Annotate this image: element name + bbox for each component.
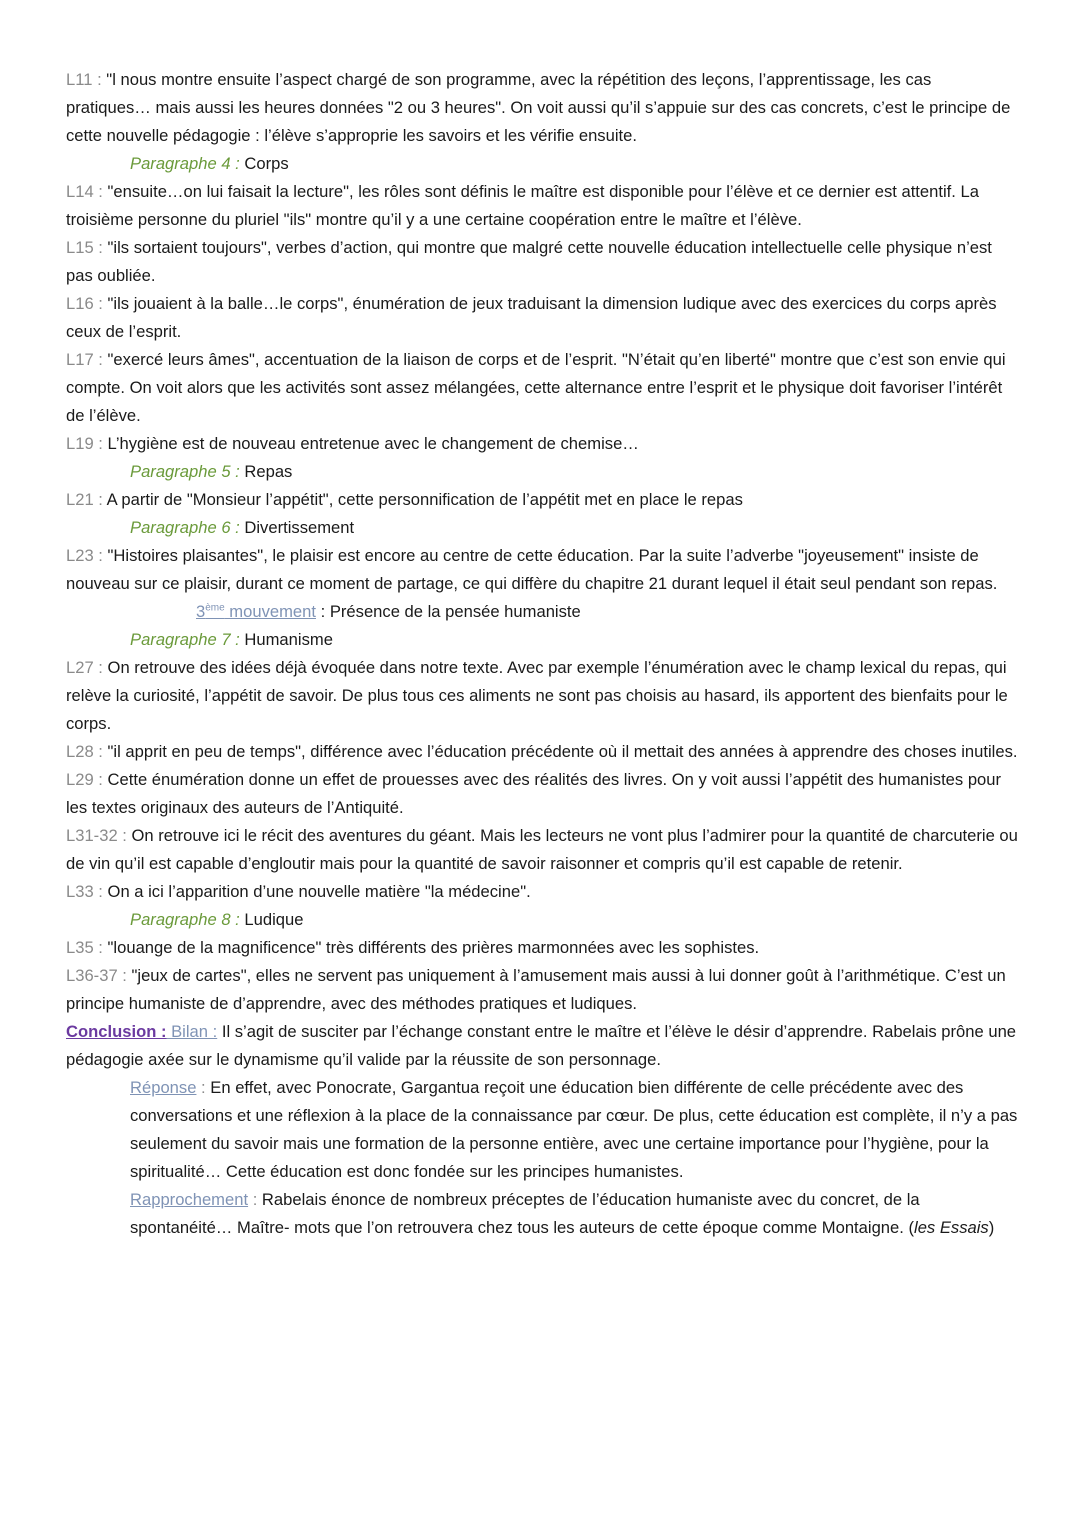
line-text: On retrouve des idées déjà évoquée dans notre texte. Avec par exemple l’énumération avec le champ lexical du repas, qui relève la curiosité, l’appétit de savoir. De plus tous ces aliments ne sont pas choisis au hasard, ils apportent des bienfaits pour le corps. (66, 658, 1008, 733)
reponse-label: Réponse (130, 1078, 197, 1097)
section-heading-paragraph-8 (66, 906, 1020, 934)
paragraph-l16 (66, 290, 1020, 346)
line-ref: L27 : (66, 658, 103, 677)
line-text: A partir de "Monsieur l’appétit", cette personnification de l’appétit met en place le repas (102, 490, 743, 509)
line-ref: L31-32 : (66, 826, 127, 845)
bilan-text: Il s’agit de susciter par l’échange constant entre le maître et l’élève le désir d’apprendre. Rabelais prône une pédagogie axée sur le dynamisme qu’il valide par la réussite de son personnage. (66, 1022, 1017, 1069)
movement-number (196, 602, 225, 621)
movement-word: mouvement (224, 602, 316, 621)
section-title: Ludique (239, 910, 304, 929)
section-heading-paragraph-5 (66, 458, 1020, 486)
section-label: Paragraphe 7 : (130, 630, 240, 649)
paragraph-l35 (66, 934, 1020, 962)
rapprochement-colon: : (248, 1190, 258, 1209)
line-text: On retrouve ici le récit des aventures du géant. Mais les lecteurs ne vont plus l’admirer pour la quantité de charcuterie ou de vin qu’il est capable d’engloutir mais pour la quantité de savoir raisonner et compris qu’il est capable de retenir. (66, 826, 1018, 873)
section-heading-paragraph-4 (66, 150, 1020, 178)
paragraph-l19 (66, 430, 1020, 458)
line-text: "jeux de cartes", elles ne servent pas uniquement à l’amusement mais aussi à lui donner goût à l’arithmétique. C’est un principe humaniste de d’apprendre, avec des méthodes pratiques et ludiques. (66, 966, 1006, 1013)
conclusion-label: Conclusion : (66, 1022, 167, 1041)
line-ref: L16 : (66, 294, 103, 313)
reponse-text: En effet, avec Ponocrate, Gargantua reçoit une éducation bien différente de celle précédente avec des conversations et une réflexion à la place de la connaissance par cœur. De plus, cette éducation est complète, il n’y a pas seulement du savoir mais une formation de la personne entière, avec une certaine importance pour l’hygiène, pour la spiritualité… Cette éducation est donc fondée sur les principes humanistes. (130, 1078, 1018, 1181)
line-text: On a ici l’apparition d’une nouvelle matière "la médecine". (102, 882, 531, 901)
line-ref: L28 : (66, 742, 103, 761)
line-text: "exercé leurs âmes", accentuation de la liaison de corps et de l’esprit. "N’était qu’en liberté" montre que c’est son envie qui compte. On voit alors que les activités sont assez mélangées, cette alternance entre l’esprit et le physique doit favoriser l’intérêt de l’élève. (66, 350, 1006, 425)
paragraph-l28 (66, 738, 1020, 766)
paragraph-l17 (66, 346, 1020, 430)
conclusion-reponse (66, 1074, 1020, 1186)
line-ref: L35 : (66, 938, 103, 957)
line-ref: L19 : (66, 434, 103, 453)
line-text: Cette énumération donne un effet de prouesses avec des réalités des livres. On y voit aussi l’appétit des humanistes pour les textes originaux des auteurs de l’Antiquité. (66, 770, 1002, 817)
line-text: "l nous montre ensuite l’aspect chargé de son programme, avec la répétition des leçons, l’apprentissage, les cas pratiques… mais aussi les heures données "2 ou 3 heures". On voit aussi qu’il s’appuie sur des cas concrets, c’est le principe de cette nouvelle pédagogie : l’élève s’approprie les savoirs et les vérifie ensuite. (66, 70, 1011, 145)
line-ref: L21 : (66, 490, 103, 509)
movement-title: : Présence de la pensée humaniste (316, 602, 581, 621)
movement-number-suffix: ème (205, 602, 225, 614)
line-ref: L33 : (66, 882, 103, 901)
line-text: "ils jouaient à la balle…le corps", énumération de jeux traduisant la dimension ludique avec des exercices du corps après ceux de l’esprit. (66, 294, 997, 341)
paragraph-l29 (66, 766, 1020, 822)
line-ref: L15 : (66, 238, 103, 257)
section-title: Divertissement (239, 518, 355, 537)
paragraph-l21 (66, 486, 1020, 514)
line-text: "ils sortaient toujours", verbes d’action, qui montre que malgré cette nouvelle éducation intellectuelle celle physique n’est pas oubliée. (66, 238, 992, 285)
section-label: Paragraphe 4 : (130, 154, 240, 173)
section-title: Corps (239, 154, 289, 173)
section-label: Paragraphe 8 : (130, 910, 240, 929)
line-text: "ensuite…on lui faisait la lecture", les rôles sont définis le maître est disponible pour l’élève et ce dernier est attentif. La troisième personne du pluriel "ils" montre qu’il y a une certaine coopération entre le maître et l’élève. (66, 182, 979, 229)
section-heading-paragraph-7 (66, 626, 1020, 654)
line-ref: L14 : (66, 182, 103, 201)
line-text: "il apprit en peu de temps", différence avec l’éducation précédente où il mettait des années à apprendre des choses inutiles. (102, 742, 1018, 761)
paragraph-l23 (66, 542, 1020, 598)
conclusion-bilan (66, 1018, 1020, 1074)
section-heading-paragraph-6 (66, 514, 1020, 542)
section-title: Repas (239, 462, 293, 481)
paragraph-l36-37 (66, 962, 1020, 1018)
paragraph-l27 (66, 654, 1020, 738)
paragraph-l15 (66, 234, 1020, 290)
paragraph-l31-32 (66, 822, 1020, 878)
line-text: L’hygiène est de nouveau entretenue avec le changement de chemise… (102, 434, 639, 453)
line-ref: L23 : (66, 546, 103, 565)
conclusion-rapprochement (66, 1186, 1020, 1242)
section-label: Paragraphe 5 : (130, 462, 240, 481)
line-ref: L36-37 : (66, 966, 127, 985)
bilan-label: Bilan : (166, 1022, 218, 1041)
rapprochement-book-title: les Essais (914, 1218, 989, 1237)
movement-number-digit: 3 (196, 602, 206, 621)
line-ref: L29 : (66, 770, 103, 789)
line-text: "Histoires plaisantes", le plaisir est encore au centre de cette éducation. Par la suite l’adverbe "joyeusement" insiste de nouveau sur ce plaisir, durant ce moment de partage, ce qui diffère du chapitre 21 durant lequel il était seul pendant son repas. (66, 546, 998, 593)
section-label: Paragraphe 6 : (130, 518, 240, 537)
paragraph-l33 (66, 878, 1020, 906)
paragraph-l11 (66, 66, 1020, 150)
movement-heading-3 (66, 598, 1020, 626)
line-text: "louange de la magnificence" très différents des prières marmonnées avec les sophistes. (102, 938, 760, 957)
section-title: Humanisme (239, 630, 333, 649)
line-ref: L17 : (66, 350, 103, 369)
rapprochement-label: Rapprochement (130, 1190, 249, 1209)
reponse-colon: : (196, 1078, 206, 1097)
line-ref: L11 : (66, 70, 102, 89)
rapprochement-end: ) (988, 1218, 995, 1237)
paragraph-l14 (66, 178, 1020, 234)
rapprochement-text: Rabelais énonce de nombreux préceptes de l’éducation humaniste avec du concret, de la spontanéité… Maître- mots que l’on retrouvera chez tous les auteurs de cette époque comme Montaigne. ( (130, 1190, 920, 1237)
